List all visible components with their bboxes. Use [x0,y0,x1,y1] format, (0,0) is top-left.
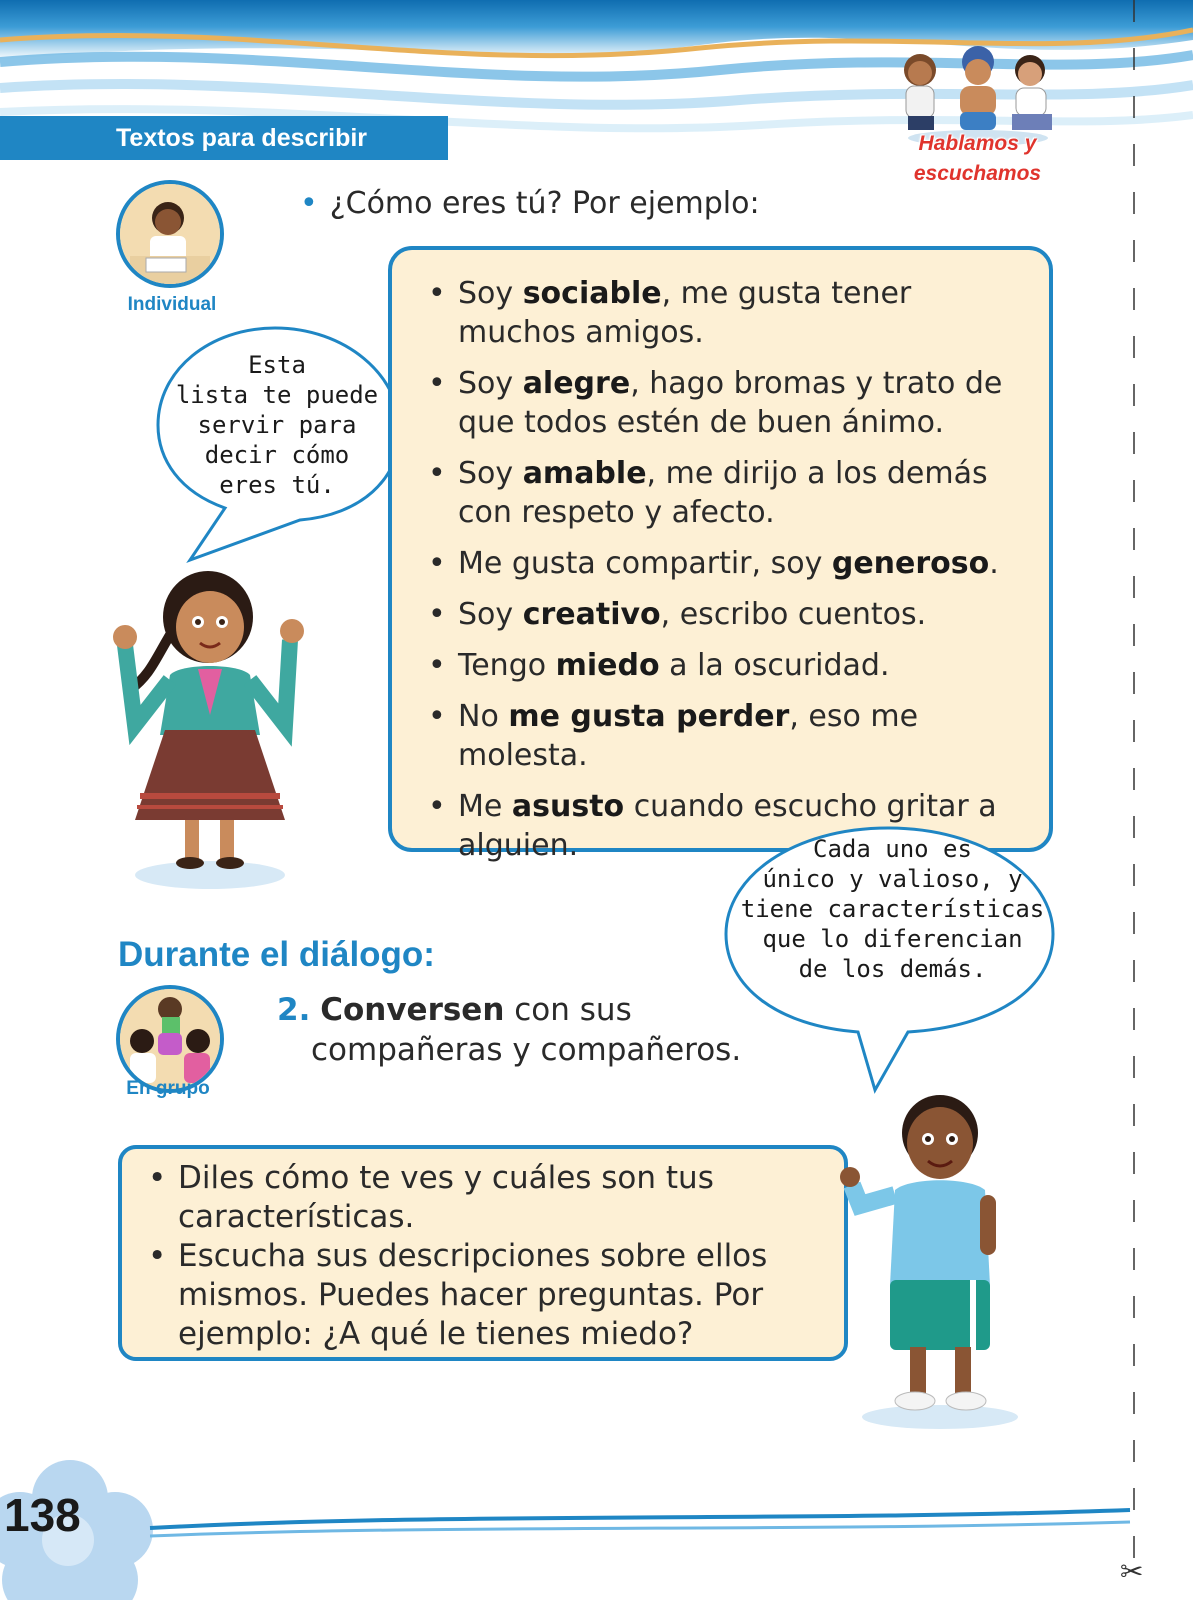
example-item: • Soy alegre, hago bromas y trato de que todos estén de buen ánimo. [424,364,1029,442]
tips-box [118,1145,848,1361]
boy-bubble-line: único y valioso, y [762,865,1023,893]
individual-icon-label: Individual [127,294,217,315]
cut-line [1133,0,1135,1560]
group-icon-label: En grupo [126,1078,210,1099]
step-verb: Conversen [320,992,505,1028]
girl-bubble-text [172,350,382,500]
girl-bubble-line: Esta [248,351,306,379]
tip-item: • Diles cómo te ves y cuáles son tus características. [144,1159,824,1237]
example-item: • No me gusta perder, eso me molesta. [424,697,1029,775]
footer-decoration [0,1440,1193,1600]
girl-illustration [110,565,310,895]
example-item: • Me gusta compartir, soy generoso. [424,544,1029,583]
step-2-instruction [277,990,741,1070]
boy-bubble-text [735,834,1050,984]
scissors-icon: ✂ [1120,1555,1144,1588]
individual-work-icon [116,180,224,288]
example-item: • Soy amable, me dirijo a los demás con respeto y afecto. [424,454,1029,532]
girl-bubble-line: eres tú. [219,471,335,499]
badge-line-2: escuchamos [913,162,1042,185]
example-item: • Soy creativo, escribo cuentos. [424,595,1029,634]
step-text-line1: con sus [504,992,632,1028]
group-work-icon [116,985,224,1093]
question-text: ¿Cómo eres tú? Por ejemplo: [329,186,760,221]
badge-line-1: Hablamos y [918,132,1037,155]
girl-bubble-line: servir para [197,411,357,439]
section-title-tab: Textos para describir [0,116,448,160]
boy-bubble-line: que lo diferencian [762,925,1023,953]
step-number: 2. [277,992,311,1028]
step-text-line2: compañeras y compañeros. [311,1032,742,1068]
girl-bubble-line: decir cómo [204,441,350,469]
page-number: 138 [4,1489,81,1541]
boy-bubble-line: Cada uno es [813,835,972,863]
example-item: • Tengo miedo a la oscuridad. [424,646,1029,685]
boy-bubble-line: tiene características [740,895,1045,923]
boy-bubble-line: de los demás. [798,955,987,983]
girl-bubble-line: lista te puede [175,381,379,409]
examples-list [392,250,1049,865]
activity-badge [890,38,1065,198]
question-bullet: • [300,186,318,221]
example-item: • Soy sociable, me gusta tener muchos amigos. [424,274,1029,352]
example-item: • Me asusto cuando escucho gritar a alguien. [424,787,1029,865]
boy-illustration [840,1085,1030,1435]
tip-item: • Escucha sus descripciones sobre ellos mismos. Puedes hacer preguntas. Por ejemplo: ¿A qué le tienes miedo? [144,1237,824,1354]
dialog-heading: Durante el diálogo: [118,935,435,974]
question-line [300,186,760,221]
tips-list [122,1149,844,1354]
examples-box [388,246,1053,863]
